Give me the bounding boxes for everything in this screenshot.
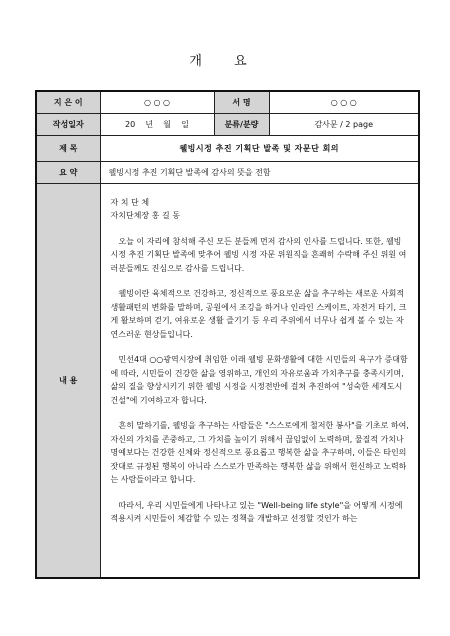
date-label: 작성일자 bbox=[36, 113, 100, 135]
seo-value: ○ ○ ○ bbox=[269, 91, 419, 113]
subject-value: 웰빙시정 추진 기획단 발족 및 자문단 회의 bbox=[100, 135, 419, 161]
paragraph-2: 웰빙이란 육체적으로 건강하고, 정신적으로 풍요로운 삶을 추구하는 새로운 사회적 생활패턴의 변화를 말하며, 공원에서 조깅을 하거나 인라인 스케이트, 자전거 타기, 크게 활보하며 걷기, 여유로운 생활 즐기기 등 우리 주위에서 너무나 쉽게 볼 수 있는 자연스러운 현상들입니다. bbox=[110, 289, 407, 339]
paragraph-5: 따라서, 우리 시민들에게 나타나고 있는 "Well-being life style"을 어떻게 시정에 적용시켜 시민들이 체감할 수 있는 정책을 개발하고 선정할 것인가 하는 bbox=[110, 500, 403, 523]
document-title: 개 요 bbox=[189, 54, 261, 69]
paragraph-1: 오늘 이 자리에 참석해 주신 모든 분들께 먼저 감사의 인사를 드립니다. 또한, 웰빙 시정 추진 기획단 발족에 맞추어 웰빙 시정 자문 위원직을 흔쾌히 수락해 주신 위원 여러분들께도 진심으로 감사를 드립니다. bbox=[110, 236, 407, 273]
date-value: 20 년 월 일 bbox=[100, 113, 214, 135]
content-body bbox=[100, 183, 419, 578]
summary-label: 요 약 bbox=[36, 161, 100, 183]
greeting-line-1: 자 치 단 체 bbox=[110, 197, 150, 207]
summary-value: 웰빙시정 추진 기획단 발족에 감사의 뜻을 전함 bbox=[100, 161, 419, 183]
category-value: 감사문 / 2 page bbox=[269, 113, 419, 135]
greeting-line-2: 자치단체장 홍 길 동 bbox=[110, 211, 180, 220]
seo-label: 서 명 bbox=[214, 91, 269, 113]
subject-label: 제 목 bbox=[36, 135, 100, 161]
author-label: 지 은 이 bbox=[36, 91, 100, 113]
paragraph-4: 흔히 말하기를, 웰빙을 추구하는 사람들은 "스스로에게 철저한 봉사"를 기초로 하여, 자신의 가치를 존중하고, 그 가치를 높이기 위해서 끊임없이 노력하며, 물질적 가치나 명예보다는 건강한 신체와 정신적으로 풍요롭고 행복한 삶을 추구하며, 이들은 타인의 잣대로 규정된 행복이 아니라 스스로가 만족하는 행복한 삶을 위해서 헌신하고 노력하는 사람들이라고 합니다. bbox=[110, 421, 409, 484]
author-value: ○ ○ ○ bbox=[100, 91, 214, 113]
paragraph-3: 민선4대 ○○광역시장에 취임한 이래 웰빙 문화생활에 대한 시민들의 욕구가 증대함에 따라, 시민들이 건강한 삶을 영위하고, 개인의 자유로움과 가치추구를 충족시키며, 삶의 질을 향상시키기 위한 웰빙 시정을 시정전반에 걸쳐 추진하여 "성숙한 세계도시 건설"에 기여하고자 합니다. bbox=[110, 355, 408, 405]
summary-form-table bbox=[35, 90, 420, 579]
category-label: 분류/분량 bbox=[214, 113, 269, 135]
content-label: 내 용 bbox=[36, 183, 100, 578]
